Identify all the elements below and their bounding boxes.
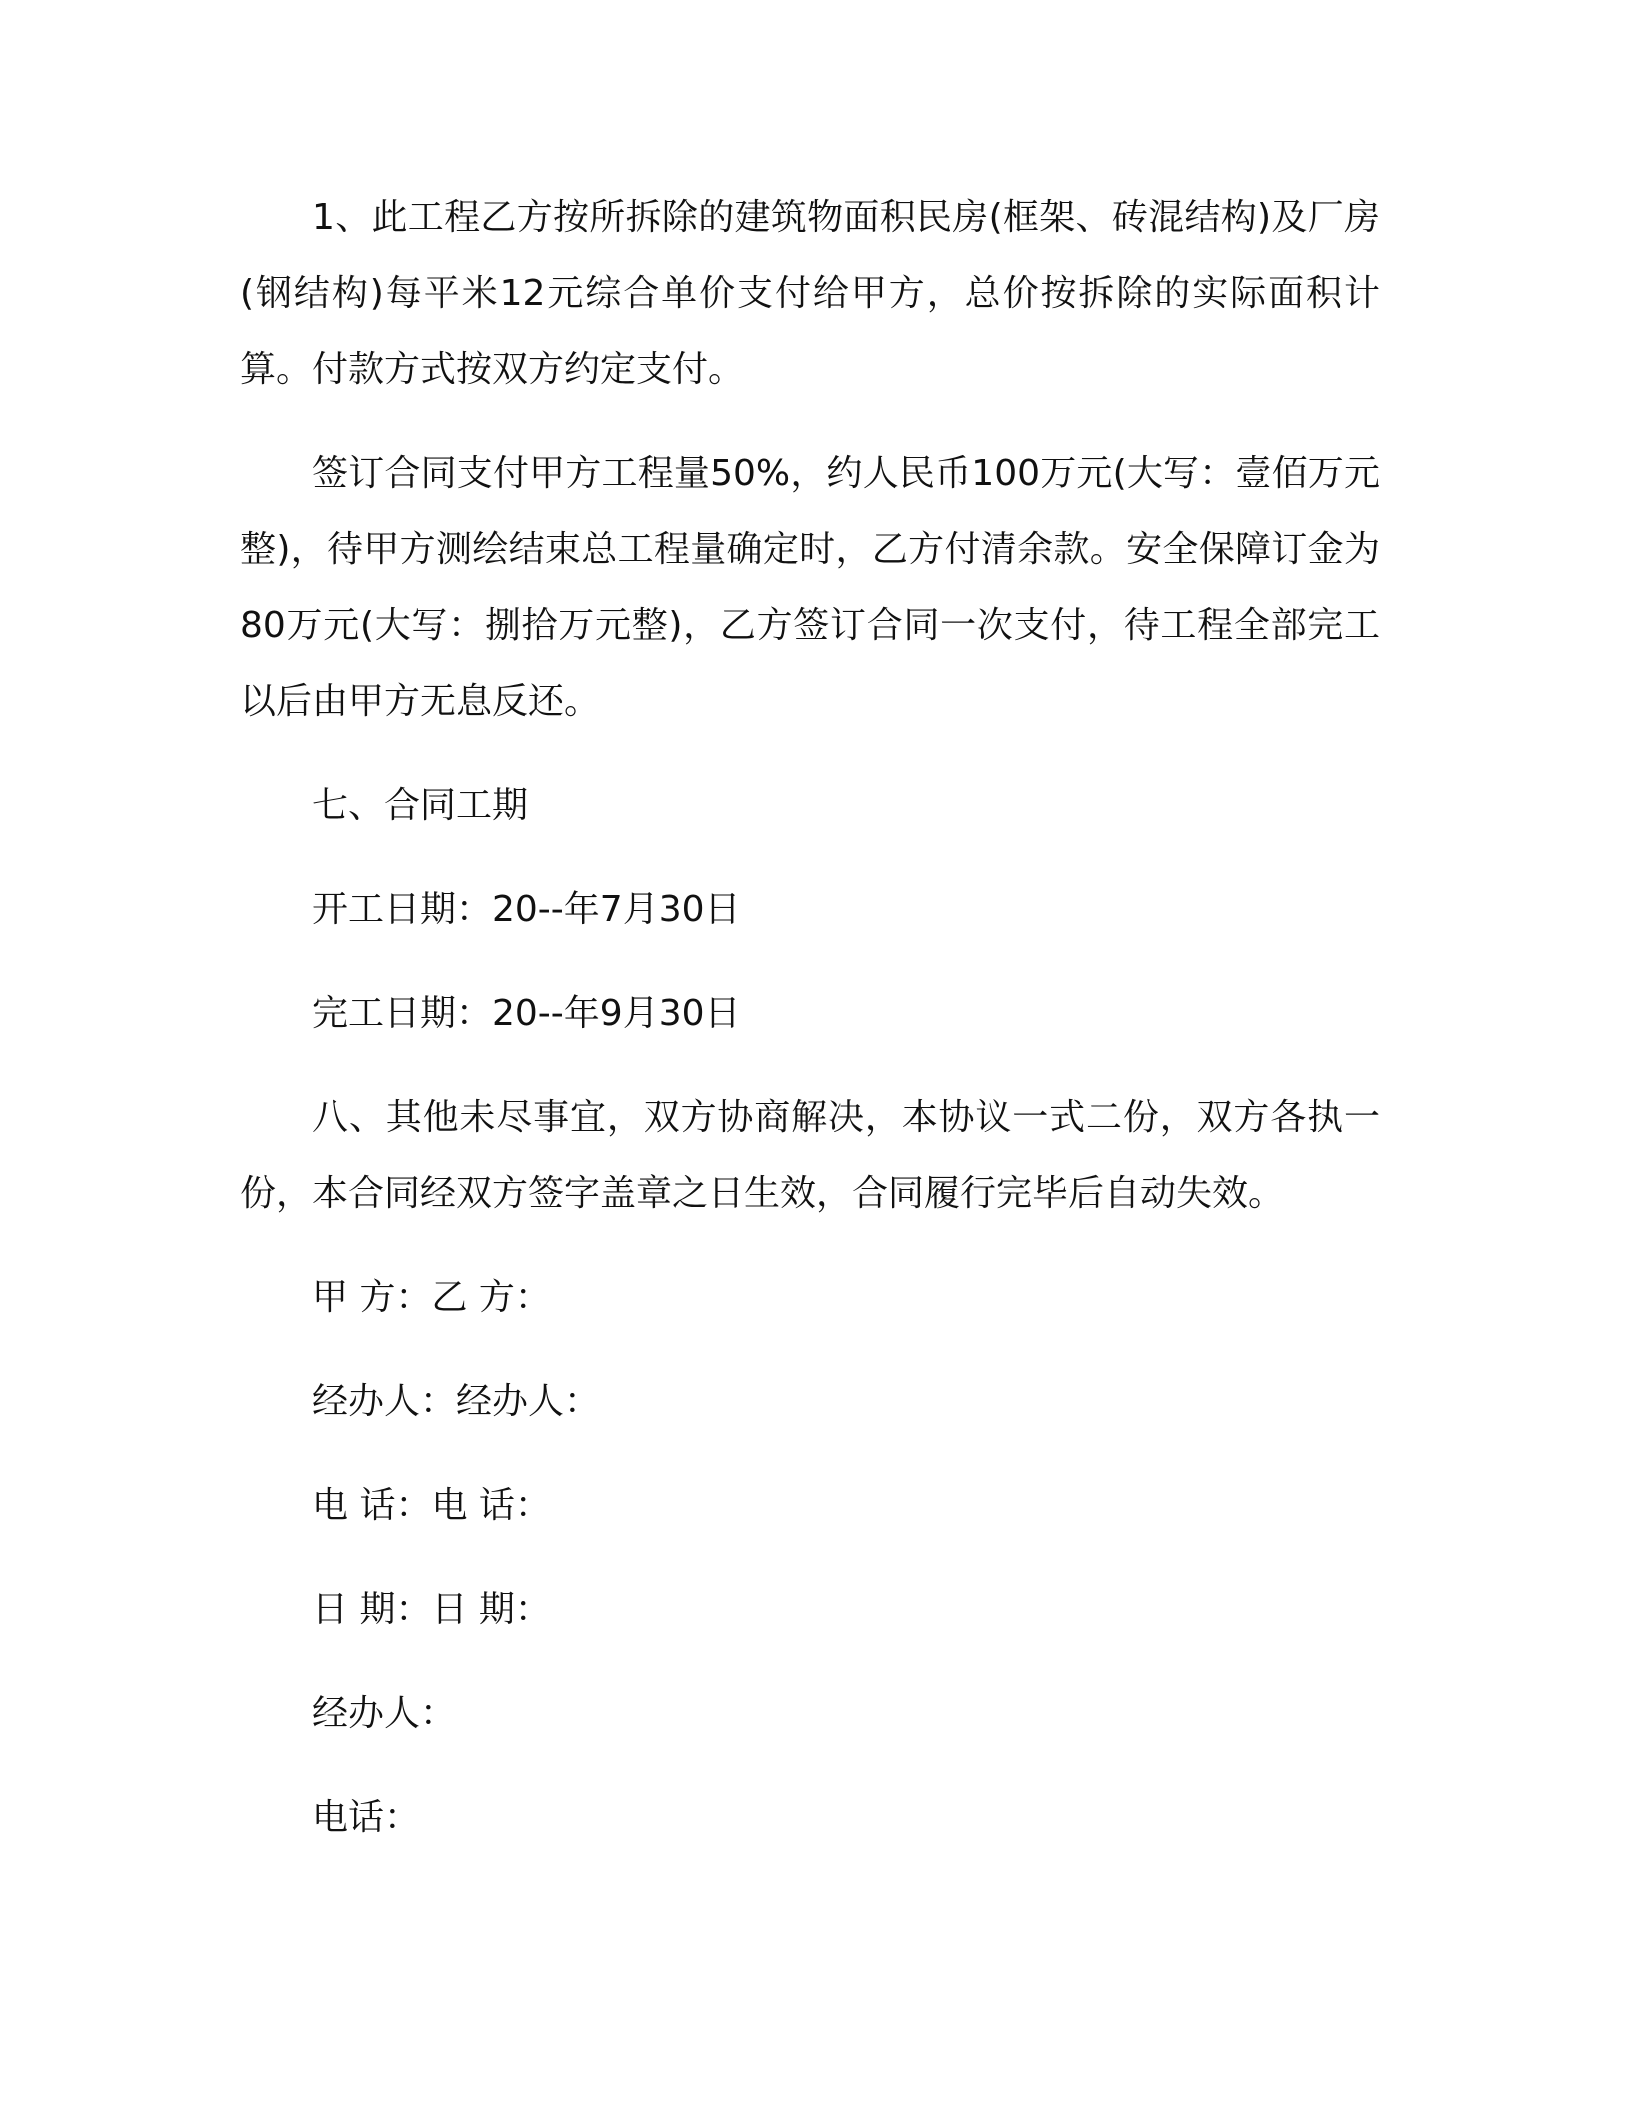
- extra-handler: 经办人：: [312, 1693, 457, 1734]
- signature-handlers: 经办人：经办人：: [312, 1381, 601, 1422]
- section-heading-contract-period: 七、合同工期: [312, 785, 529, 826]
- clause-payment-schedule: 签订合同支付甲方工程量50%，约人民币100万元(大写：壹佰万元整)，待甲方测绘结束总工程量确定时，乙方付清余款。安全保障订金为80万元(大写：捌拾万元整)，乙方签订合同一次支付，待工程全部完工以后由甲方无息反还。: [240, 453, 1380, 722]
- clause-payment-unit-price: 1、此工程乙方按所拆除的建筑物面积民房(框架、砖混结构)及厂房(钢结构)每平米12元综合单价支付给甲方，总价按拆除的实际面积计算。付款方式按双方约定支付。: [240, 197, 1380, 390]
- extra-phone: 电话：: [312, 1797, 421, 1838]
- start-date: 开工日期：20--年7月30日: [312, 889, 741, 930]
- signature-phones: 电 话：电 话：: [312, 1485, 551, 1526]
- completion-date: 完工日期：20--年9月30日: [312, 993, 741, 1034]
- clause-other-matters: 八、其他未尽事宜，双方协商解决，本协议一式二份，双方各执一份，本合同经双方签字盖章之日生效，合同履行完毕后自动失效。: [240, 1097, 1380, 1214]
- document-body: [240, 180, 1380, 1856]
- signature-dates: 日 期：日 期：: [312, 1589, 551, 1630]
- signature-parties: 甲 方：乙 方：: [312, 1277, 551, 1318]
